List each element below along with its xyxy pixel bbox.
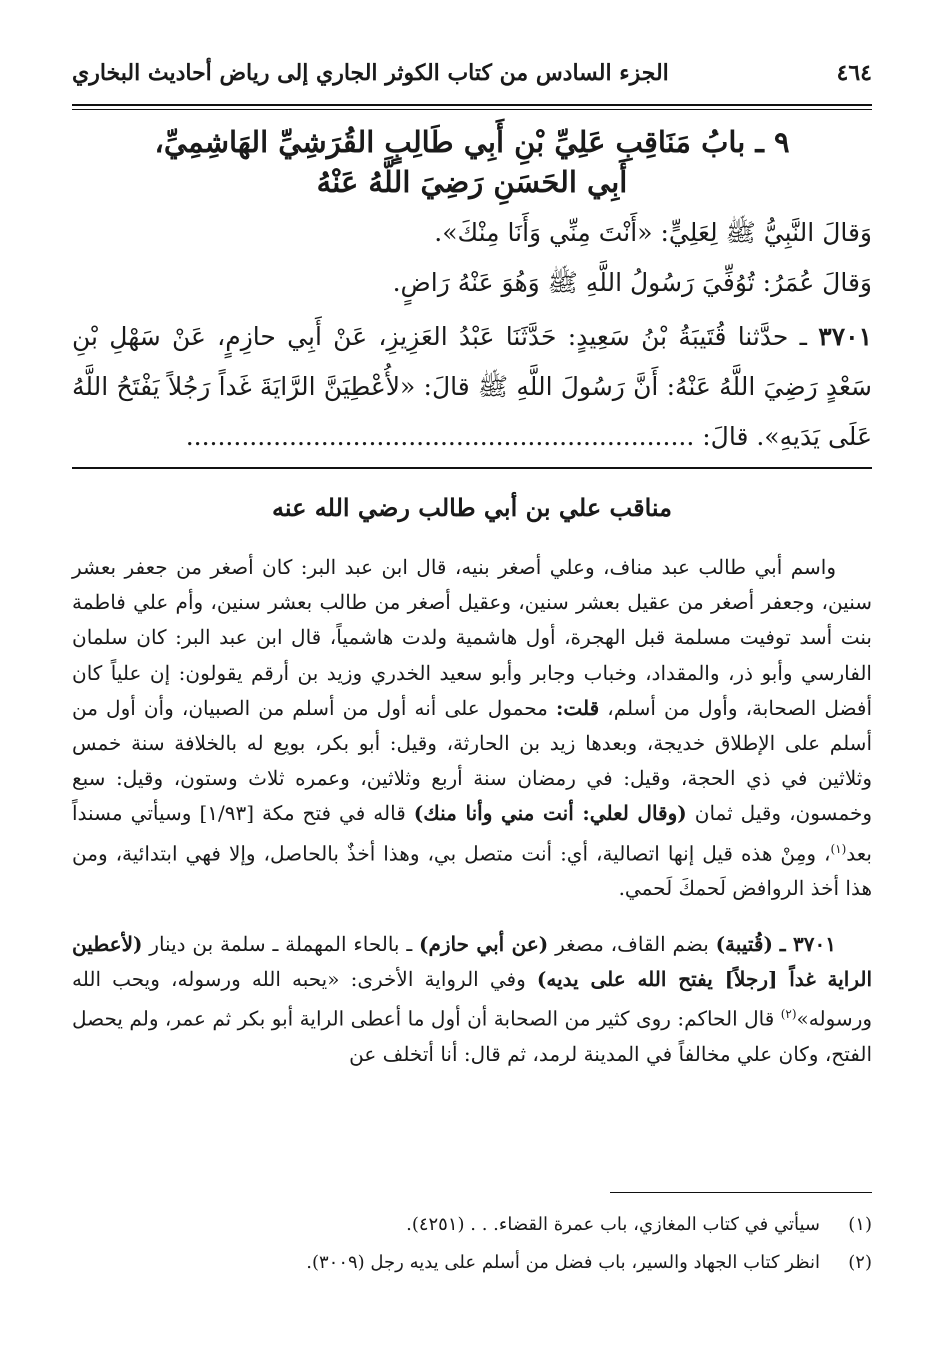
para2-text-b: ـ بالحاء المهملة ـ سلمة بن دينار: [149, 931, 413, 956]
para2-text-c: وفي الرواية الأخرى: «يحبه الله ورسوله، ويحب الله ورسوله»: [72, 966, 873, 1031]
qult-keyword: قلت:: [555, 695, 600, 720]
quoted-hadith-banner: (لأعطين الراية غداً [رجلاً] يفتح الله على يديه): [72, 931, 873, 991]
footnote-number: (٢): [848, 1252, 872, 1273]
umar-saying-line: وَقالَ عُمَرُ: تُوُفِّيَ رَسُولُ اللَّهِ ﷺ وَهُوَ عَنْهُ رَاضٍ.: [392, 268, 872, 297]
commentary-paragraph-2: [72, 927, 872, 1072]
commentary-title: مناقب علي بن أبي طالب رضي الله عنه: [272, 493, 672, 522]
hadith-text-block: [72, 122, 872, 462]
running-title: الجزء السادس من كتاب الكوثر الجاري إلى رياض أحاديث البخاري: [72, 60, 669, 86]
prophet-saying-line: وَقالَ النَّبِيُّ ﷺ لِعَلِيٍّ: «أَنْتَ مِنِّي وَأَنَا مِنْكَ».: [434, 218, 872, 247]
para2-text-d: قال الحاكم: روى كثير من الصحابة أن أول ما أعطى الراية أبو بكر ثم عمر، ولم يحصل الفتح، وكان علي مخالفاً في المدينة لرمد، ثم قال: أنا أتخلف عن: [72, 1006, 872, 1066]
narrator-name-qutayba: (قُتيبة): [715, 931, 773, 956]
footnote-text: سيأتي في كتاب المغازي، باب عمرة القضاء. . . (٤٢٥١).: [406, 1214, 820, 1235]
narrator-name-abu-hazim: (عن أبي حازم): [419, 931, 549, 956]
quoted-hadith-phrase: (وقال لعلي: أنت مني وأنا منك): [413, 801, 687, 826]
chapter-title-line-2: أَبِي الحَسَنِ رَضِيَ اللَّهُ عَنْهُ: [316, 165, 628, 199]
header-divider: [72, 104, 872, 110]
footnote-2: [72, 1248, 872, 1278]
footnote-divider: [610, 1192, 872, 1193]
para1-text-a: واسم أبي طالب عبد مناف، وعلي أصغر بنيه، قال ابن عبد البر: كان أصغر من جعفر بعشر سنين، وجعفر أصغر من عقيل بعشر سنين، وعقيل أصغر من طالب بعشر سنين، وأم علي فاطمة بنت أسد توفيت مسلمة قبل الهجرة، أول هاشمية ولدت هاشمياً، قال ابن عبد البر: كان سلمان الفارسي وأبو ذر، والمقداد، وخباب وجابر وأبو سعيد الخدري وزيد بن أرقم يقولون: إن علياً كان أفضل الصحابة، وأول من أسلم،: [72, 555, 873, 720]
footnote-1: [72, 1210, 872, 1240]
chapter-title-line-1: ٩ ـ بابُ مَنَاقِبِ عَلِيِّ بْنِ أَبِي طَالِبٍ القُرَشِيِّ الهَاشِمِيِّ،: [154, 125, 790, 159]
running-header: [72, 50, 872, 96]
footnote-number: (١): [848, 1214, 872, 1235]
para1-text-d: ، ومِنْ هذه قيل إنها اتصالية، أي: أنت متصل بي، وهذا أخذٌ بالحاصل، وإلا فهي ابتدائية، ومن هذا أخذ الروافض لَحمكَ لَحمي.: [72, 841, 872, 901]
para2-text-a: بضم القاف، مصغر: [555, 931, 709, 956]
hadith-number: ٣٧٠١: [818, 322, 873, 351]
hadith-body: ـ حدَّثنا قُتَيبَةُ بْنُ سَعِيدٍ: حَدَّثَنَا عَبْدُ العَزِيزِ، عَنْ أَبِي حازِمٍ، عَنْ سَهْلِ بْنِ سَعْدٍ رَضِيَ اللَّهُ عَنْهُ: أَنَّ رَسُولَ اللَّهِ ﷺ قالَ: «لأُعْطِيَنَّ الرَّايَةَ غَداً رَجُلاً يَفْتَحُ اللَّهُ عَلَى يَدَيهِ». قالَ:: [72, 322, 872, 451]
footnotes: [72, 1210, 872, 1286]
footnote-ref-1[interactable]: (١): [830, 841, 847, 856]
omission-dots: ................................................................: [185, 422, 695, 451]
page-number: ٤٦٤: [836, 60, 872, 86]
commentary-paragraph-1: [72, 550, 872, 907]
hadith-ref-number: ٣٧٠١ ـ: [779, 931, 837, 956]
commentary-block: [72, 488, 872, 1072]
section-divider: [72, 467, 872, 469]
footnote-text: انظر كتاب الجهاد والسير، باب فضل من أسلم على يديه رجل (٣٠٠٩).: [306, 1252, 820, 1273]
footnote-ref-2[interactable]: (٢): [780, 1007, 797, 1022]
para1-text-c: قاله في فتح مكة [١/٩٣] وسيأتي مسنداً بعد: [72, 801, 872, 866]
para1-text-b: محمول على أنه أول من أسلم من الصبيان، وأن أول من أسلم على الإطلاق خديجة، وبعدها زيد بن الحارثة، وقيل: أبو بكر، بويع له بالخلافة سنة خمس وثلاثين في ذي الحجة، وقيل: في رمضان سنة أربع وثلاثين، وعمره ثلاث وستون، وقيل: سبع وخمسون، وقيل ثمان: [72, 695, 873, 826]
hadith-paragraph: [72, 312, 872, 462]
